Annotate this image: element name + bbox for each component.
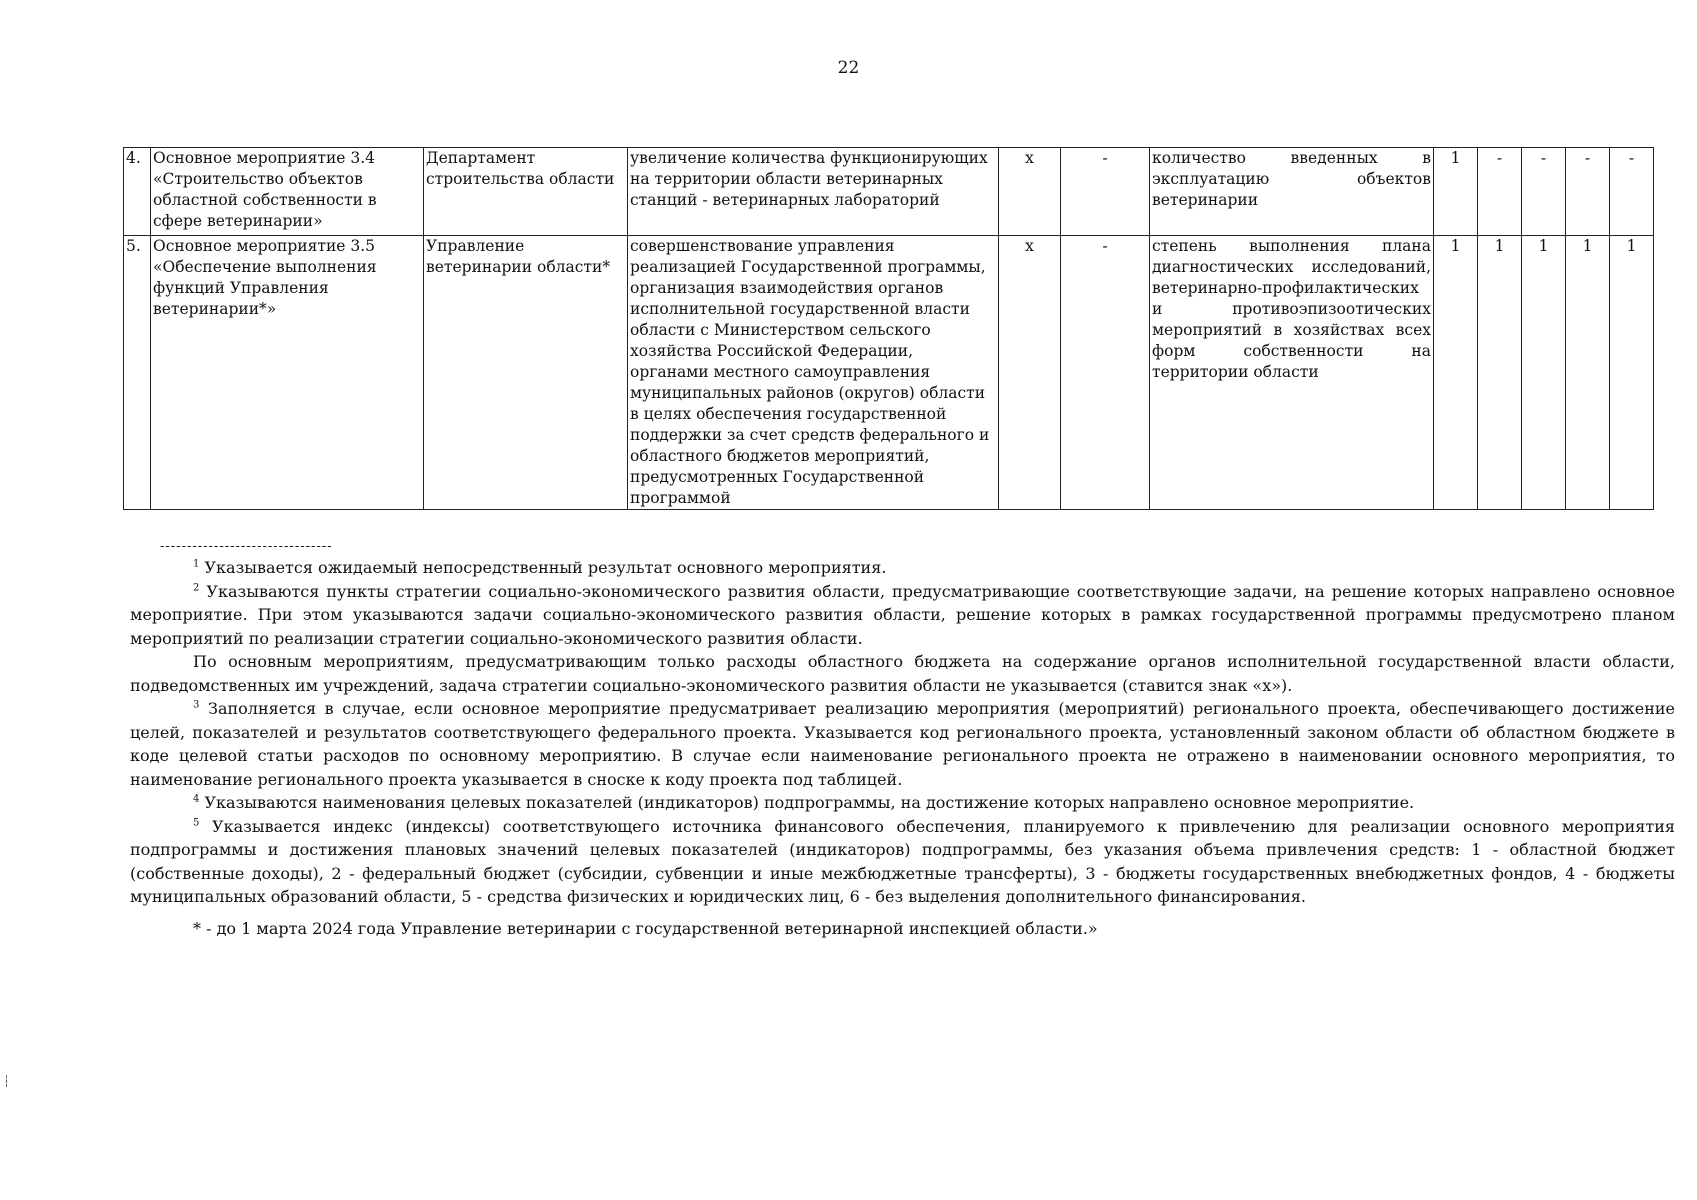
footnote-text: Указывается ожидаемый непосредственный результат основного мероприятия. [204, 558, 887, 577]
source-3: 1 [1522, 236, 1566, 510]
indicator: количество введенных в эксплуатацию объектов ветеринарии [1150, 148, 1434, 236]
expected-result: увеличение количества функционирующих на территории области ветеринарных станций - ветеринарных лабораторий [628, 148, 999, 236]
executor: Департамент строительства области [424, 148, 628, 236]
footnote-mark: 5 [193, 817, 200, 829]
footnote-mark: 4 [193, 793, 200, 805]
project-code: - [1061, 236, 1150, 510]
footnote-1 [130, 556, 1675, 580]
footnote-mark: 1 [193, 558, 200, 570]
source-4: - [1566, 148, 1610, 236]
executor: Управление ветеринарии области* [424, 236, 628, 510]
activity-name: Основное мероприятие 3.5 «Обеспечение выполнения функций Управления ветеринарии*» [151, 236, 424, 510]
footnote-3 [130, 697, 1675, 791]
source-3: - [1522, 148, 1566, 236]
footnote-4 [130, 791, 1675, 815]
footnotes [130, 540, 1675, 940]
footnote-text: Указывается индекс (индексы) соответствующего источника финансового обеспечения, планируемого к привлечению для реализации основного мероприятия подпрограммы и достижения плановых значений целевых показателей (индикаторов) подпрограммы, без указания объема привлечения средств: 1 - областной бюджет (собственные доходы), 2 - федеральный бюджет (субсидии, субвенции и иные межбюджетные трансферты), 3 - бюджеты государственных внебюджетных фондов, 4 - бюджеты муниципальных образований области, 5 - средства физических и юридических лиц, 6 - без выделения дополнительного финансирования. [130, 816, 1675, 906]
source-1: 1 [1434, 148, 1478, 236]
footnote-2 [130, 580, 1675, 651]
footnote-5 [130, 815, 1675, 909]
page-number: 22 [837, 58, 860, 78]
footnote-separator: -------------------------------- [160, 539, 333, 554]
source-2: - [1478, 148, 1522, 236]
scan-edge-mark: ┆ [3, 1075, 10, 1088]
strategy-mark: х [999, 236, 1061, 510]
table-row [124, 148, 1654, 236]
source-1: 1 [1434, 236, 1478, 510]
source-5: 1 [1610, 236, 1654, 510]
activities-table [123, 147, 1654, 510]
activity-name: Основное мероприятие 3.4 «Строительство объектов областной собственности в сфере ветеринарии» [151, 148, 424, 236]
strategy-mark: х [999, 148, 1061, 236]
asterisk-note: * - до 1 марта 2024 года Управление ветеринарии с государственной ветеринарной инспекцией области.» [193, 918, 1098, 938]
row-number: 4. [124, 148, 151, 236]
footnote-text: Заполняется в случае, если основное мероприятие предусматривает реализацию мероприятия (мероприятий) регионального проекта, обеспечивающего достижение целей, показателей и результатов соответствующего федерального проекта. Указывается код регионального проекта, установленный законом области об областном бюджете в коде целевой статьи расходов по основному мероприятию. В случае если наименование регионального проекта не отражено в наименовании основного мероприятия, то наименование регионального проекта указывается в сноске к коду проекта под таблицей. [130, 699, 1675, 789]
table-row [124, 236, 1654, 510]
footnote-mark: 3 [193, 699, 200, 711]
indicator: степень выполнения плана диагностических исследований, ветеринарно-профилактических и противоэпизоотических мероприятий в хозяйствах всех форм собственности на территории области [1150, 236, 1434, 510]
source-2: 1 [1478, 236, 1522, 510]
footnote-2-continued: По основным мероприятиям, предусматривающим только расходы областного бюджета на содержание органов исполнительной государственной власти области, подведомственных им учреждений, задача стратегии социально-экономического развития области не указывается (ставится знак «х»). [130, 652, 1675, 695]
project-code: - [1061, 148, 1150, 236]
footnote-text: Указываются наименования целевых показателей (индикаторов) подпрограммы, на достижение которых направлено основное мероприятие. [204, 793, 1415, 812]
source-5: - [1610, 148, 1654, 236]
expected-result: совершенствование управления реализацией Государственной программы, организация взаимодействия органов исполнительной государственной власти области с Министерством сельского хозяйства Российской Федерации, органами местного самоуправления муниципальных районов (округов) области в целях обеспечения государственной поддержки за счет средств федерального и областного бюджетов мероприятий, предусмотренных Государственной программой [628, 236, 999, 510]
source-4: 1 [1566, 236, 1610, 510]
row-number: 5. [124, 236, 151, 510]
footnote-mark: 2 [193, 582, 200, 594]
footnote-text: Указываются пункты стратегии социально-экономического развития области, предусматривающие соответствующие задачи, на решение которых направлено основное мероприятие. При этом указываются задачи социально-экономического развития области, решение которых в рамках государственной программы предусмотрено планом мероприятий по реализации стратегии социально-экономического развития области. [130, 581, 1676, 648]
